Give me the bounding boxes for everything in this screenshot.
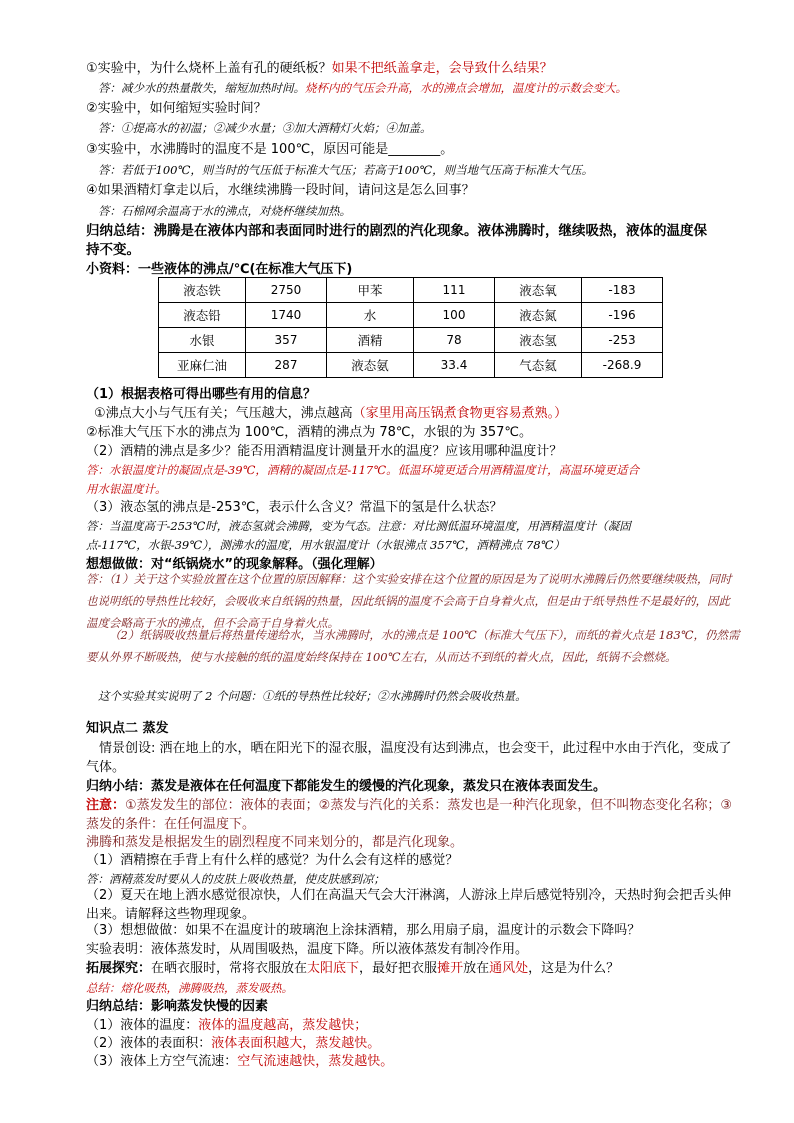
think-answer-2: （2）纸锅吸收热量后将热量传递给水，当水沸腾时，水的沸点是 100℃（标准大气压下），而纸的着火点是 183℃，仍然需要从外界不断吸热，使与水接触的纸的温度始终保持在 100℃左右，从而达不到纸的着火点，因此，纸锅不会燃烧。 [86, 628, 740, 664]
table-question-3: （3）液态氢的沸点是-253℃，表示什么含义？常温下的氢是什么状态？ [86, 500, 503, 515]
answer-3: 答：若低于100℃，则当时的气压低于标准大气压；若高于100℃，则当地气压高于标准大气压。 [98, 163, 594, 177]
evaporation-question-2: （2）夏天在地上洒水感觉很凉快，人们在高温天气会大汗淋漓，人游泳上岸后感觉特别冷，天热时狗会把舌头伸出来。请解释这些物理现象。 [86, 888, 732, 922]
evaporation-note-2: 沸腾和蒸发是根据发生的剧烈程度不同来划分的，都是汽化现象。 [86, 835, 464, 850]
evaporation-question-1: （1）酒精擦在手背上有什么样的感觉？为什么会有这样的感觉？ [86, 853, 459, 868]
factor-1: （1）液体的温度：液体的温度越高，蒸发越快； [86, 1018, 368, 1033]
think-answer-3: 这个实验其实说明了 2 个问题：①纸的导热性比较好；②水沸腾时仍然会吸收热量。 [98, 689, 527, 703]
extension-answer: 总结：熔化吸热，沸腾吸热，蒸发吸热。 [86, 981, 293, 995]
evaporation-summary: 归纳小结：蒸发是液体在任何温度下都能发生的缓慢的汽化现象，蒸发只在液体表面发生。 [86, 779, 607, 794]
think-answer-1: 答：（1）关于这个实验放置在这个位置的原因解释：这个实验安排在这个位置的原因是为了说明水沸腾后仍然要继续吸热，同时也说明纸的导热性比较好，会吸收来自纸锅的热量，因此纸锅的温度不会高于自身着火点，但是由于纸导热性不是最好的，因此温度会略高于水的沸点，但不会高于自身着火点。 [86, 572, 732, 630]
experiment-result: 实验表明：液体蒸发时，从周围吸热，温度下降。所以液体蒸发有制冷作用。 [86, 942, 529, 957]
table-row: 亚麻仁油 287 液态氨 33.4 气态氦 -268.9 [159, 353, 663, 378]
factor-2: （2）液体的表面积：液体表面积越大，蒸发越快。 [86, 1036, 381, 1051]
answer-4: 答：石棉网余温高于水的沸点，对烧杯继续加热。 [98, 204, 351, 218]
boiling-point-table [158, 277, 663, 378]
question-3: ③实验中，水沸腾时的温度不是 100℃，原因可能是________。 [86, 142, 454, 157]
table-row: 水银 357 酒精 78 液态氢 -253 [159, 328, 663, 353]
table-title: 小资料：一些液体的沸点/℃(在标准大气压下) [86, 262, 353, 277]
table-info-2: ②标准大气压下水的沸点为 100℃，酒精的沸点为 78℃，水银的为 357℃。 [86, 425, 533, 440]
answer-2: 答：①提高水的初温；②减少水量；③加大酒精灯火焰；④加盖。 [98, 121, 432, 135]
extension-question: 拓展探究：在晒衣服时，常将衣服放在太阳底下，最好把衣服摊开放在通风处，这是为什么？ [86, 961, 620, 976]
boiling-summary-line-2: 持不变。 [86, 242, 140, 258]
question-1: ①实验中，为什么烧杯上盖有孔的硬纸板？如果不把纸盖拿走，会导致什么结果？ [86, 61, 553, 76]
think-and-do-heading: 想想做做：对“纸锅烧水”的现象解释。（强化理解） [86, 557, 383, 572]
answer-1: 答：减少水的热量散失，缩短加热时间。烧杯内的气压会升高，水的沸点会增加，温度计的示数会变大。 [98, 81, 627, 95]
table-answer-2-line-1: 答：水银温度计的凝固点是-39℃，酒精的凝固点是-117℃。低温环境更适合用酒精温度计，高温环境更适合 [86, 463, 640, 477]
section-2-heading: 知识点二 蒸发 [86, 721, 169, 736]
boiling-summary-line-1: 归纳总结：沸腾是在液体内部和表面同时进行的剧烈的汽化现象。液体沸腾时，继续吸热，液体的温度保 [86, 223, 707, 239]
table-question-1: （1）根据表格可得出哪些有用的信息？ [86, 387, 317, 402]
evaporation-question-3: （3）想想做做：如果不在温度计的玻璃泡上涂抹酒精，那么用扇子扇，温度计的示数会下降吗？ [86, 923, 641, 938]
question-4: ④如果酒精灯拿走以后，水继续沸腾一段时间，请问这是怎么回事？ [86, 183, 475, 198]
table-question-2: （2）酒精的沸点是多少？能否用酒精温度计测量开水的温度？应该用哪种温度计？ [86, 444, 563, 459]
evaporation-answer-1: 答：酒精蒸发时要从人的皮肤上吸收热量，使皮肤感到凉； [86, 872, 385, 886]
evaporation-intro: 情景创设: 洒在地上的水，晒在阳光下的湿衣服，温度没有达到沸点，也会变干，此过程中水由于汽化，变成了气体。 [86, 741, 732, 775]
table-row: 液态铅 1740 水 100 液态氮 -196 [159, 303, 663, 328]
table-answer-2-line-2: 用水银温度计。 [86, 482, 167, 496]
table-answer-3-line-1: 答：当温度高于-253℃时，液态氢就会沸腾，变为气态。注意：对比测低温环境温度，用酒精温度计（凝固 [86, 519, 631, 533]
factor-3: （3）液体上方空气流速：空气流速越快，蒸发越快。 [86, 1054, 394, 1069]
table-answer-3-line-2: 点-117℃，水银-39℃），测沸水的温度，用水银温度计（水银沸点 357℃，酒精沸点 78℃） [86, 538, 565, 552]
table-info-1: ①沸点大小与气压有关；气压越大，沸点越高（家里用高压锅煮食物更容易煮熟。） [94, 406, 568, 421]
table-row: 液态铁 2750 甲苯 111 液态氧 -183 [159, 278, 663, 303]
question-2: ②实验中，如何缩短实验时间？ [86, 101, 267, 116]
factors-heading: 归纳总结：影响蒸发快慢的因素 [86, 999, 269, 1014]
evaporation-note: 注意：①蒸发发生的部位：液体的表面；②蒸发与汽化的关系：蒸发也是一种汽化现象，但不叫物态变化名称；③蒸发的条件：在任何温度下。 [86, 798, 732, 832]
